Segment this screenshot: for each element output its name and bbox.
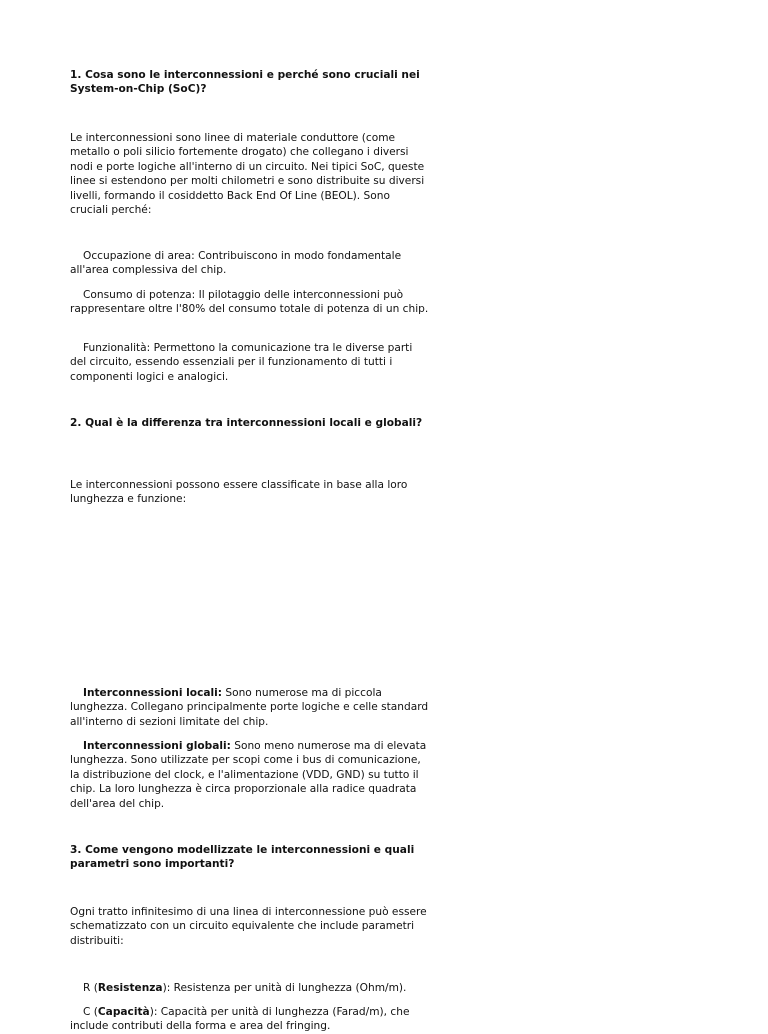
section-1-item-power: Consumo di potenza: Il pilotaggio delle interconnessioni può rappresentare oltre l'80% del consumo totale di potenza di un chip.: [70, 289, 429, 316]
section-2-item-local: [70, 686, 430, 729]
section-3-item-capacitance-term: Capacità: [97, 1006, 150, 1018]
section-2-item-local-term: Interconnessioni locali:: [83, 687, 223, 699]
section-2-item-global: [70, 739, 430, 811]
section-1-item-function: Funzionalità: Permettono la comunicazione tra le diverse parti del circuito, essendo essenziali per il funzionamento di tutti i componenti logici e analogici.: [70, 342, 413, 383]
section-3-item-resistance-prefix: R (: [83, 982, 98, 994]
section-2-item-global-text: Sono meno numerose ma di elevata lunghezza. Sono utilizzate per scopi come i bus di comunicazione, la distribuzione del clock, e l'alimentazione (VDD, GND) su tutto il chip. La loro lunghezza è circa proporzionale alla radice quadrata dell'area del chip.: [70, 740, 427, 810]
section-3-item-capacitance-text: ): Capacità per unità di lunghezza (Farad/m), che include contributi della forma e area del fringing.: [70, 1006, 410, 1033]
section-2-heading: 2. Qual è la differenza tra interconnessioni locali e globali?: [70, 417, 423, 429]
section-3-item-capacitance-prefix: C (: [83, 1006, 98, 1018]
section-3-item-resistance-text: ): Resistenza per unità di lunghezza (Ohm/m).: [162, 982, 407, 994]
section-1-heading: 1. Cosa sono le interconnessioni e perché sono cruciali nei System-on-Chip (SoC)?: [70, 69, 420, 96]
section-1-item-area: Occupazione di area: Contribuiscono in modo fondamentale all'area complessiva del chip.: [70, 250, 402, 277]
section-2-item-local-text: Sono numerose ma di piccola lunghezza. Collegano principalmente porte logiche e celle standard all'interno di sezioni limitate del chip.: [70, 687, 429, 728]
section-1-intro: Le interconnessioni sono linee di materiale conduttore (come metallo o poli silicio fortemente drogato) che collegano i diversi nodi e porte logiche all'interno di un circuito. Nei tipici SoC, queste linee si estendono per molti chilometri e sono distribuite su diversi livelli, formando il cosiddetto Back End Of Line (BEOL). Sono cruciali perché:: [70, 132, 425, 217]
section-2-intro: Le interconnessioni possono essere classificate in base alla loro lunghezza e funzione:: [70, 479, 408, 506]
section-3-item-resistance-term: Resistenza: [97, 982, 163, 994]
section-3-item-capacitance: [70, 1005, 430, 1034]
section-3-intro: Ogni tratto infinitesimo di una linea di interconnessione può essere schematizzato con un circuito equivalente che include parametri distribuiti:: [70, 906, 427, 947]
section-3-heading: 3. Come vengono modellizzate le interconnessioni e quali parametri sono importanti?: [70, 844, 415, 871]
section-3-item-resistance: [70, 981, 430, 995]
section-2-item-global-term: Interconnessioni globali:: [83, 740, 231, 752]
